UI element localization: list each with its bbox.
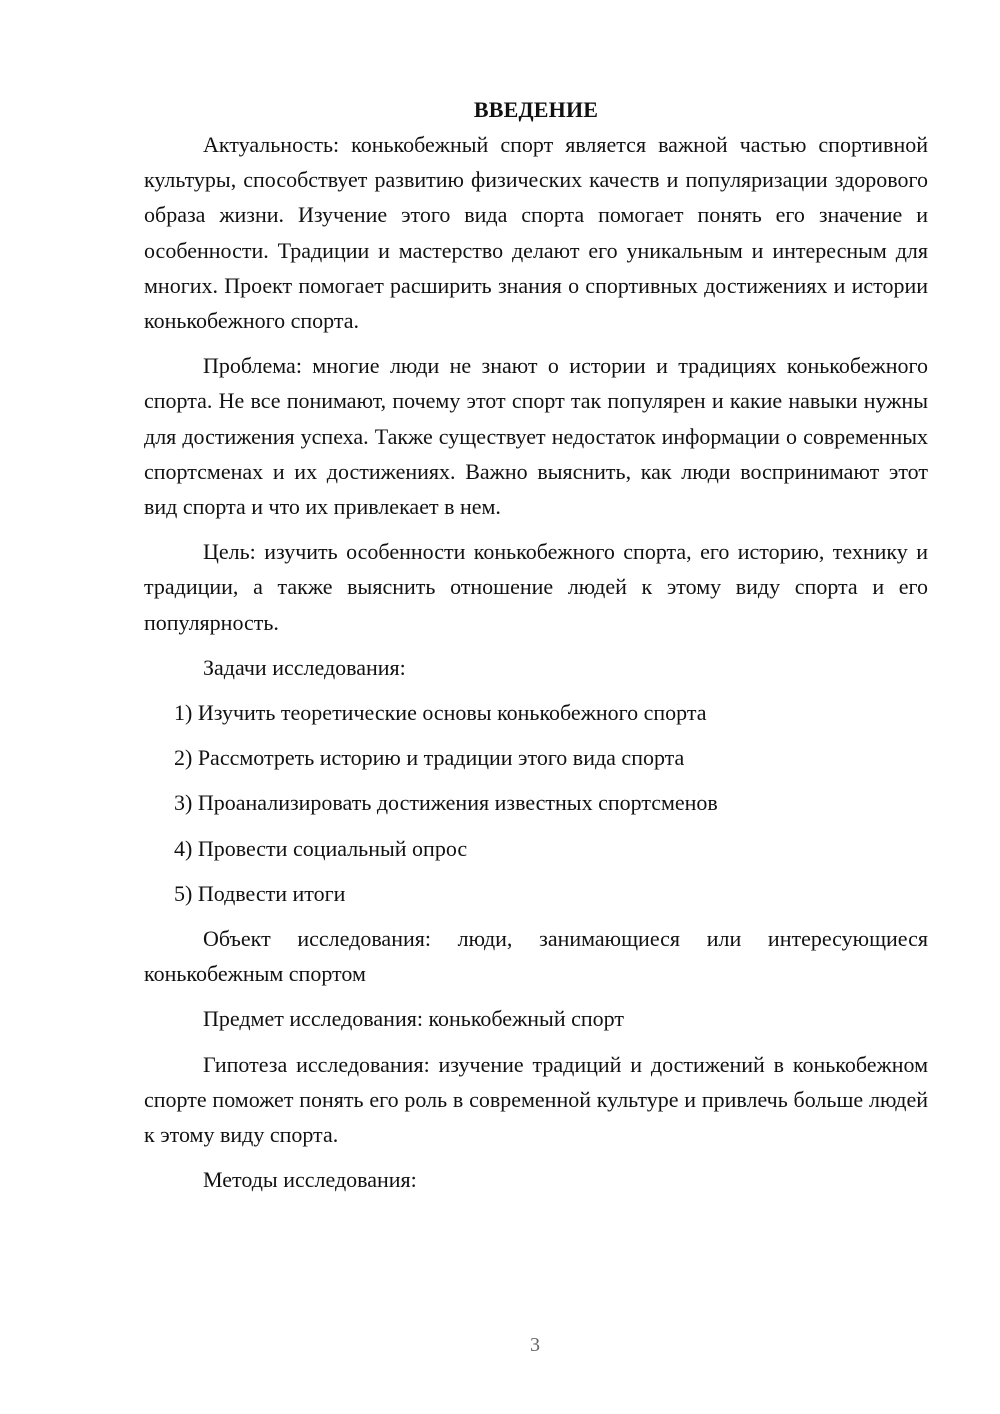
paragraph-problem: Проблема: многие люди не знают о истории и традициях конькобежного спорта. Не все понимают, почему этот спорт так популярен и какие навыки нужны для достижения успеха. Также существует недостаток информации о современных спортсменах и их достижениях. Важно выяснить, как люди воспринимают этот вид спорта и что их привлекает в нем. [144, 353, 928, 520]
paragraph-hypothesis: Гипотеза исследования: изучение традиций и достижений в конькобежном спорте поможет понять его роль в современной культуре и привлечь больше людей к этому виду спорта. [144, 1051, 928, 1148]
task-item: 2) Рассмотреть историю и традиции этого вида спорта [174, 745, 685, 771]
document-page [144, 92, 928, 1207]
section-title: ВВЕДЕНИЕ [473, 97, 599, 122]
task-item: 3) Проанализировать достижения известных спортсменов [174, 790, 718, 816]
task-item: 5) Подвести итоги [174, 880, 346, 906]
paragraph-relevance: Актуальность: конькобежный спорт является важной частью спортивной культуры, способствует развитию физических качеств и популяризации здорового образа жизни. Изучение этого вида спорта помогает понять его значение и особенности. Традиции и мастерство делают его уникальным и интересным для многих. Проект помогает расширить знания о спортивных достижениях и истории конькобежного спорта. [144, 132, 928, 334]
paragraph-goal: Цель: изучить особенности конькобежного спорта, его историю, технику и традиции, а также выяснить отношение людей к этому виду спорта и его популярность. [144, 539, 928, 635]
tasks-heading: Задачи исследования: [203, 654, 406, 680]
page-number: 3 [530, 1334, 540, 1356]
tasks-list [144, 695, 928, 911]
task-item: 4) Провести социальный опрос [174, 835, 468, 861]
methods-heading: Методы исследования: [203, 1167, 417, 1193]
task-item: 1) Изучить теоретические основы конькобежного спорта [174, 700, 707, 726]
paragraph-subject: Предмет исследования: конькобежный спорт [203, 1006, 624, 1032]
paragraph-object: Объект исследования: люди, занимающиеся или интересующиеся конькобежным спортом [144, 926, 928, 987]
